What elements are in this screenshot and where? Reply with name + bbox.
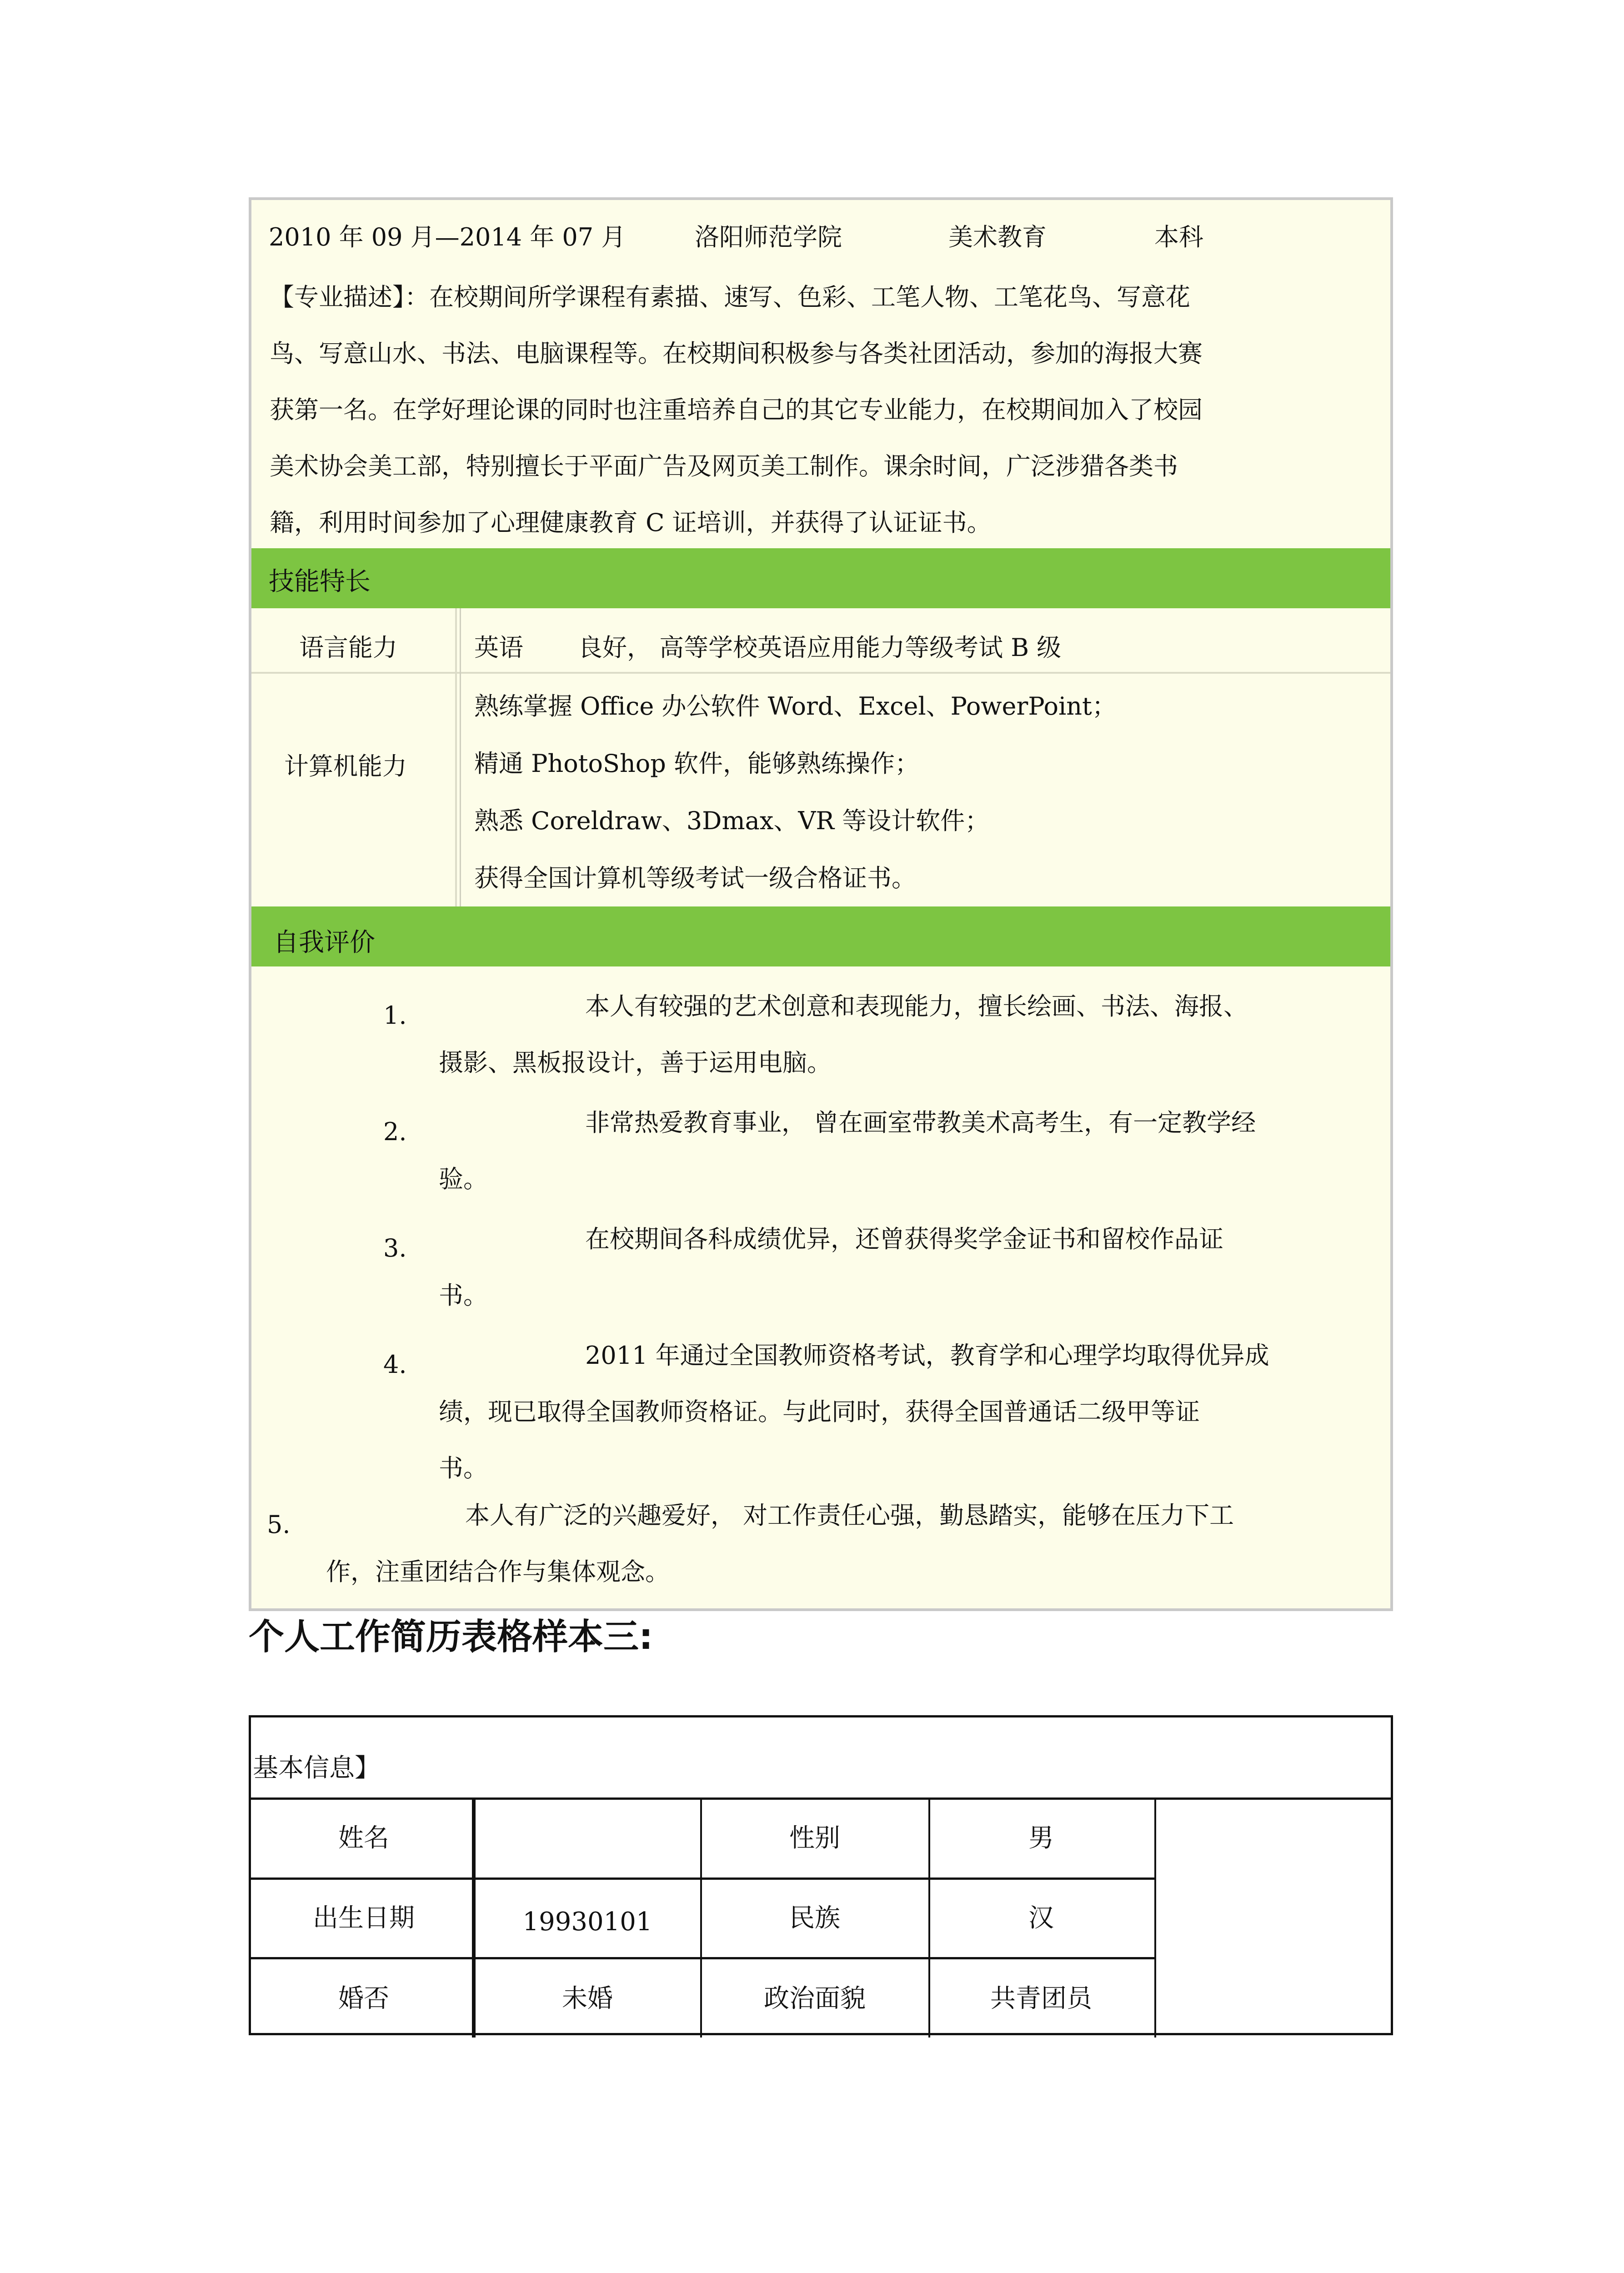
label-political: 政治面貌	[764, 1984, 866, 2013]
basic-info-header: 基本信息】	[253, 1753, 380, 1783]
education-major: 美术教育	[948, 223, 1047, 251]
description-line: 鸟、写意山水、书法、电脑课程等。在校期间积极参与各类社团活动，参加的海报大赛	[270, 339, 1203, 368]
table-line	[1154, 1797, 1156, 2038]
eval-text: 绩，现已取得全国教师资格证。与此同时，获得全国普通话二级甲等证	[439, 1397, 1200, 1426]
resume-sheet	[249, 197, 1393, 1611]
eval-text: 作，注重团结合作与集体观念。	[326, 1557, 670, 1586]
row-divider	[251, 672, 1390, 674]
table-line	[251, 1877, 1156, 1880]
eval-text: 摄影、黑板报设计，善于运用电脑。	[439, 1048, 832, 1077]
description-line: 【专业描述】：在校期间所学课程有素描、速写、色彩、工笔人物、工笔花鸟、写意花	[270, 283, 1190, 311]
value-ethnicity: 汉	[1028, 1903, 1054, 1933]
self-eval-header-bar	[251, 906, 1390, 966]
eval-text: 2011 年通过全国教师资格考试，教育学和心理学均取得优异成	[585, 1341, 1269, 1370]
table-line	[700, 1797, 702, 2038]
computer-label: 计算机能力	[284, 752, 407, 781]
language-label: 语言能力	[299, 633, 397, 662]
eval-text: 本人有广泛的兴趣爱好， 对工作责任心强，勤恳踏实，能够在压力下工	[465, 1501, 1234, 1530]
eval-text: 验。	[439, 1165, 488, 1193]
description-line: 获第一名。在学好理论课的同时也注重培养自己的其它专业能力，在校期间加入了校园	[270, 396, 1203, 424]
eval-number: 5.	[267, 1510, 291, 1539]
column-divider	[460, 608, 461, 906]
description-line: 美术协会美工部，特别擅长于平面广告及网页美工制作。课余时间，广泛涉猎各类书	[270, 452, 1178, 481]
label-birthdate: 出生日期	[313, 1903, 415, 1933]
self-eval-header: 自我评价	[273, 928, 375, 957]
computer-skill-line: 熟练掌握 Office 办公软件 Word、Excel、PowerPoint；	[474, 692, 1117, 721]
skills-header: 技能特长	[269, 567, 371, 596]
sample-title: 个人工作简历表格样本三:	[249, 1617, 653, 1657]
value-marital: 未婚	[562, 1984, 613, 2013]
language-name: 英语	[474, 633, 523, 662]
label-name: 姓名	[338, 1823, 389, 1853]
label-gender: 性别	[789, 1823, 840, 1853]
label-ethnicity: 民族	[789, 1903, 840, 1933]
computer-skill-line: 精通 PhotoShop 软件，能够熟练操作；	[474, 749, 920, 778]
table-line	[251, 1957, 1156, 1959]
table-line	[928, 1797, 930, 2038]
table-line	[472, 1797, 476, 2038]
value-birthdate: 19930101	[522, 1907, 652, 1937]
value-gender: 男	[1028, 1823, 1054, 1853]
computer-skill-line: 获得全国计算机等级考试一级合格证书。	[474, 864, 916, 892]
column-divider	[455, 608, 457, 906]
eval-text: 书。	[439, 1454, 488, 1482]
computer-skill-line: 熟悉 Coreldraw、3Dmax、VR 等设计软件；	[474, 806, 990, 835]
education-school: 洛阳师范学院	[695, 223, 842, 251]
label-marital: 婚否	[338, 1984, 389, 2013]
education-period: 2010 年 09 月—2014 年 07 月	[269, 223, 626, 251]
eval-text: 在校期间各科成绩优异，还曾获得奖学金证书和留校作品证	[585, 1225, 1223, 1253]
description-line: 籍，利用时间参加了心理健康教育 C 证培训，并获得了认证证书。	[270, 508, 992, 537]
language-value: 良好， 高等学校英语应用能力等级考试 B 级	[578, 633, 1062, 662]
eval-number: 4.	[383, 1350, 407, 1379]
skills-header-bar	[251, 548, 1390, 608]
education-degree: 本科	[1154, 223, 1203, 251]
eval-text: 本人有较强的艺术创意和表现能力，擅长绘画、书法、海报、	[585, 992, 1248, 1021]
basic-info-table	[249, 1715, 1393, 2035]
eval-number: 1.	[383, 1001, 407, 1030]
table-line	[251, 1797, 1391, 1800]
eval-number: 2.	[383, 1117, 407, 1146]
eval-text: 非常热爱教育事业， 曾在画室带教美术高考生，有一定教学经	[585, 1108, 1256, 1137]
eval-text: 书。	[439, 1281, 488, 1310]
value-political: 共青团员	[990, 1984, 1092, 2013]
eval-number: 3.	[383, 1234, 407, 1262]
